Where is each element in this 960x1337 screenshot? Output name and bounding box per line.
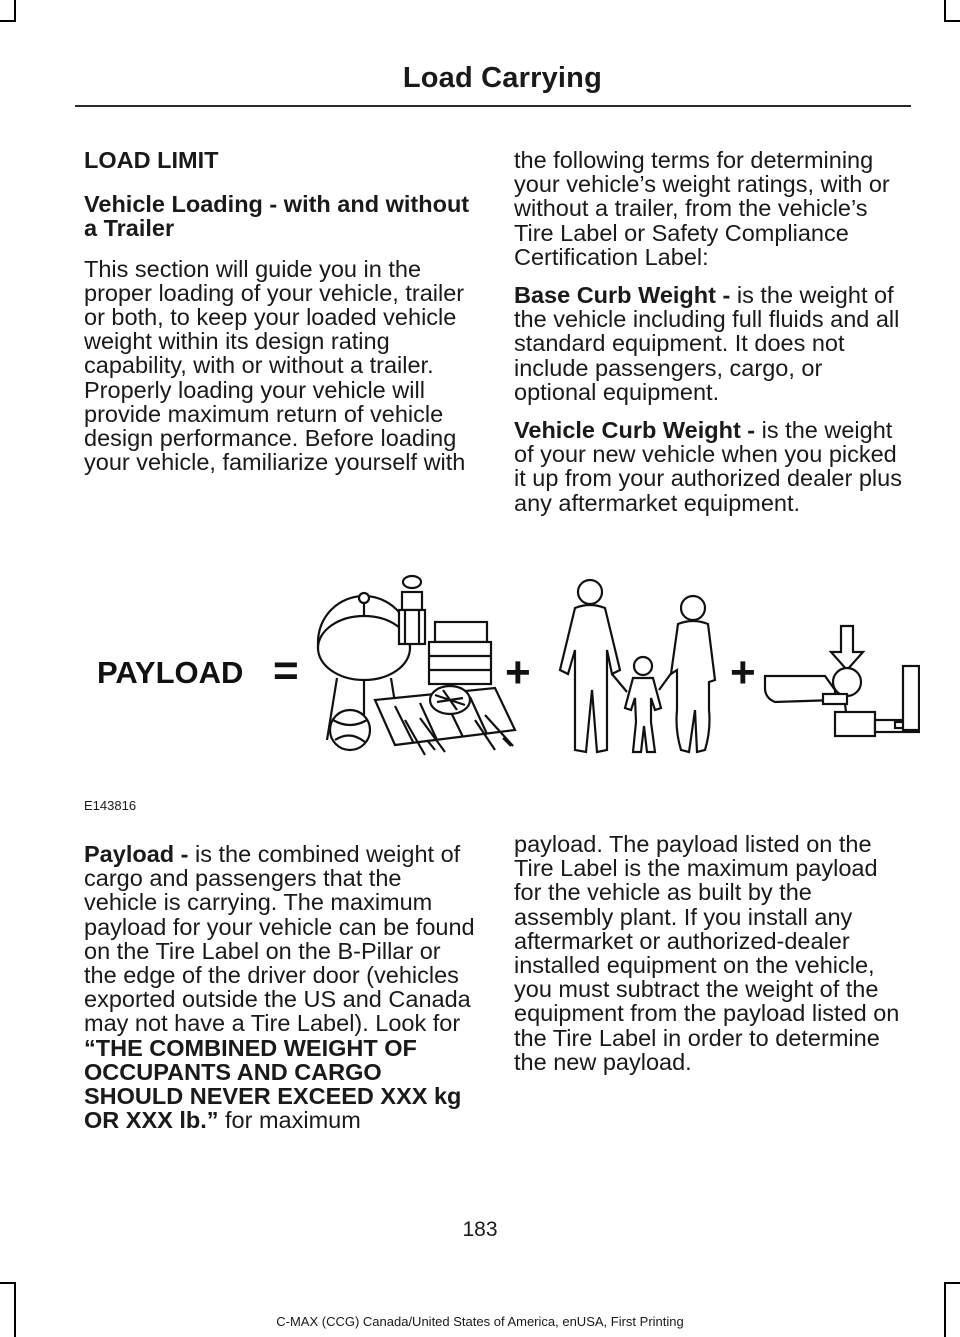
plus-sign: + [730,648,756,697]
passengers-icon [560,580,715,752]
cargo-icon [318,576,515,755]
crop-mark [944,0,946,22]
payload-continued-paragraph: payload. The payload listed on the Tire Label is the maximum payload for the vehicle as built by the assembly plant. If you install any aftermarket or authorized-dealer installed equipment on the vehicle, you must subtract the weight of the equipment from the payload listed on the Tire Label in order to determine the new payload. [514,831,900,1075]
definition-term: Base Curb Weight - [514,282,737,309]
footer-text: C-MAX (CCG) Canada/United States of America, enUSA, First Printing [276,1314,684,1329]
section-heading: LOAD LIMIT [84,147,219,173]
crop-mark [14,0,16,22]
intro-paragraph: This section will guide you in the proper loading of your vehicle, trailer or both, to keep your loaded vehicle weight within its design rating capability, with or without a trailer. Properly loading your vehicle will provide maximum return of vehicle design performance. Before loading your vehicle, familiarize yourself with [84,255,466,476]
column-left-bottom [84,842,479,1146]
definition-text: is the combined weight of cargo and passengers that the vehicle is carrying. The maximum payload for your vehicle can be found on the Tire Label on the B-Pillar or the edge of the driver door (vehicles exported outside the US and Canada may not have a Tire Label). Look for [84,841,475,1037]
trailer-hitch-icon [765,626,920,736]
figure-code: E143816 [84,798,137,813]
definition-text: is the weight of your new vehicle when you picked it up from your authorized dealer plus any aftermarket equipment. [514,417,902,516]
plus-sign: + [505,648,531,697]
column-left-top [84,148,479,488]
definition-term: Vehicle Curb Weight - [514,417,762,444]
crop-mark [944,1282,960,1284]
definition-text: is the weight of the vehicle including full fluids and all standard equipment. It does not include passengers, cargo, or optional equipment. [514,282,900,405]
payload-label: PAYLOAD [97,655,244,690]
definition-vehicle-curb-weight [514,418,909,515]
definition-text-end: for maximum [218,1107,361,1134]
page-number: 183 [462,1218,498,1241]
equals-sign: = [273,646,299,695]
crop-mark [944,20,960,22]
definition-payload [84,842,479,1132]
definition-base-curb-weight [514,283,909,404]
section-subheading: Vehicle Loading - with and without a Trailer [84,191,470,242]
intro-continued-paragraph: the following terms for determining your vehicle’s weight ratings, with or without a trailer, from the vehicle’s Tire Label or Safety Compliance Certification Label: [514,147,890,270]
header-divider [75,105,911,107]
payload-illustration [75,570,920,760]
column-right-bottom [514,832,909,1088]
column-right-top [514,148,909,529]
crop-mark [0,20,16,22]
tire-label-quote: “THE COMBINED WEIGHT OF OCCUPANTS AND CARGO SHOULD NEVER EXCEED XXX kg OR XXX lb.” [84,1034,462,1134]
page-header-title: Load Carrying [402,62,602,94]
crop-mark [0,1282,16,1284]
definition-term: Payload - [84,841,196,867]
